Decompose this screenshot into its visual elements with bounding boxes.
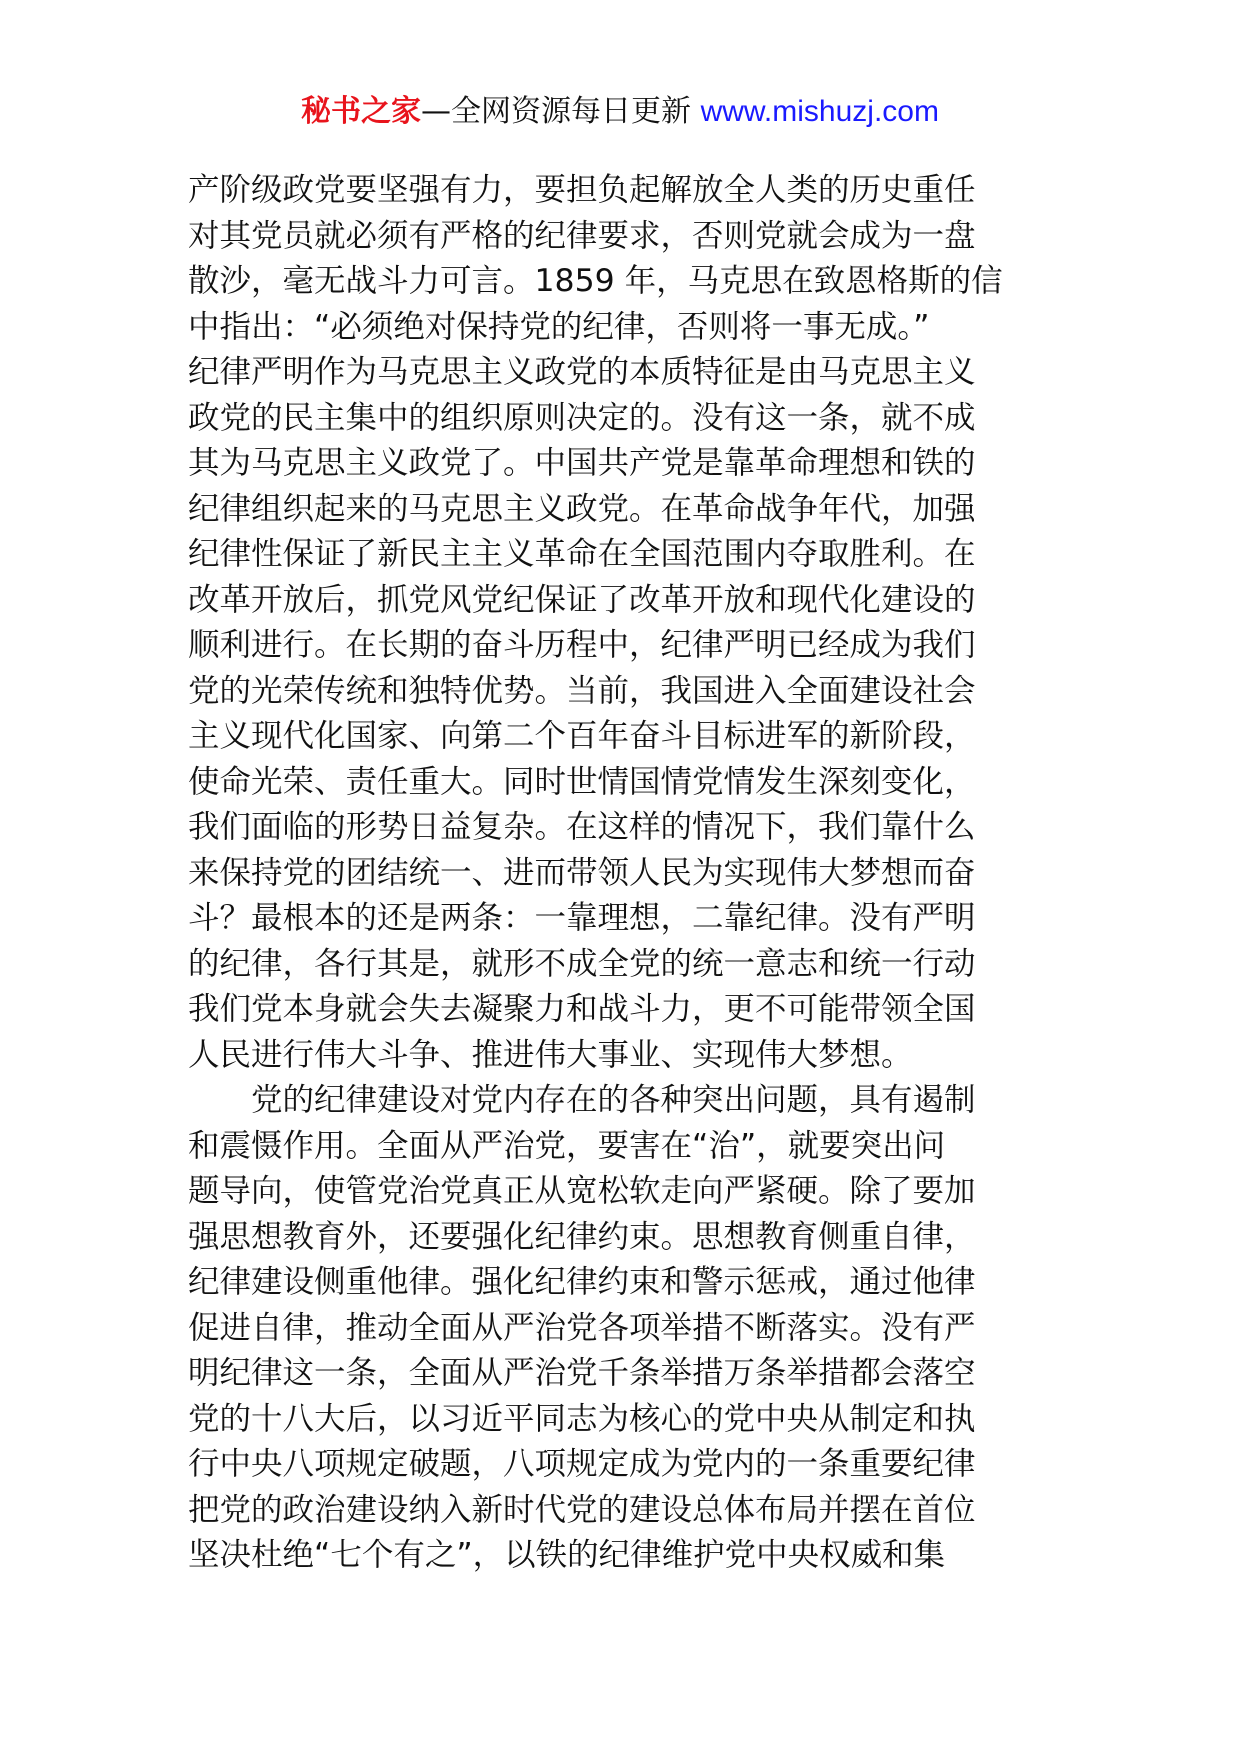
text-line: 纪律性保证了新民主主义革命在全国范围内夺取胜利。在 <box>188 536 976 572</box>
text-line: 纪律建设侧重他律。强化纪律约束和警示惩戒，通过他律 <box>188 1264 976 1300</box>
text-line: 主义现代化国家、向第二个百年奋斗目标进军的新阶段， <box>188 718 976 754</box>
text-line: 行中央八项规定破题，八项规定成为党内的一条重要纪律 <box>188 1446 976 1482</box>
text-line: 产阶级政党要坚强有力，要担负起解放全人类的历史重任 <box>188 172 976 208</box>
text-line: 题导向，使管党治党真正从宽松软走向严紧硬。除了要加 <box>188 1173 976 1209</box>
text-line: 来保持党的团结统一、进而带领人民为实现伟大梦想而奋 <box>188 854 976 891</box>
text-line: 明纪律这一条，全面从严治党千条举措万条举措都会落空 <box>188 1355 976 1391</box>
text-line: 顺利进行。在长期的奋斗历程中，纪律严明已经成为我们 <box>188 627 976 663</box>
text-line: 人民进行伟大斗争、推进伟大事业、实现伟大梦想。 <box>188 1036 913 1073</box>
site-brand: 秘书之家 <box>301 94 422 129</box>
text-line: 我们党本身就会失去凝聚力和战斗力，更不可能带领全国 <box>188 991 976 1027</box>
site-url-link[interactable]: www.mishuzj.com <box>700 95 939 128</box>
text-line: 党的光荣传统和独特优势。当前，我国进入全面建设社会 <box>188 672 976 709</box>
page-header <box>0 92 1240 132</box>
text-line: 我们面临的形势日益复杂。在这样的情况下，我们靠什么 <box>188 809 976 845</box>
site-tagline: —全网资源每日更新 <box>421 94 692 129</box>
text-line: 改革开放后，抓党风党纪保证了改革开放和现代化建设的 <box>188 581 976 618</box>
document-body <box>188 168 1060 1579</box>
text-line: 党的纪律建设对党内存在的各种突出问题，具有遏制 <box>188 1082 976 1118</box>
text-line: 散沙，毫无战斗力可言。1859 年，马克思在致恩格斯的信 <box>188 263 1003 299</box>
text-line: 党的十八大后，以习近平同志为核心的党中央从制定和执 <box>188 1400 976 1437</box>
text-line: 强思想教育外，还要强化纪律约束。思想教育侧重自律， <box>188 1218 976 1255</box>
text-line: 使命光荣、责任重大。同时世情国情党情发生深刻变化， <box>188 763 976 800</box>
text-line: 把党的政治建设纳入新时代党的建设总体布局并摆在首位 <box>188 1491 976 1528</box>
text-line: 中指出：“必须绝对保持党的纪律，否则将一事无成。” <box>188 308 930 345</box>
text-line: 对其党员就必须有严格的纪律要求，否则党就会成为一盘 <box>188 217 976 254</box>
text-line: 坚决杜绝“七个有之”，以铁的纪律维护党中央权威和集 <box>188 1537 946 1573</box>
text-line: 纪律组织起来的马克思主义政党。在革命战争年代，加强 <box>188 490 976 527</box>
text-line: 其为马克思主义政党了。中国共产党是靠革命理想和铁的 <box>188 445 976 481</box>
text-line: 纪律严明作为马克思主义政党的本质特征是由马克思主义 <box>188 354 976 390</box>
text-line: 政党的民主集中的组织原则决定的。没有这一条，就不成 <box>188 399 976 436</box>
text-line: 促进自律，推动全面从严治党各项举措不断落实。没有严 <box>188 1309 976 1346</box>
text-line: 的纪律，各行其是，就形不成全党的统一意志和统一行动 <box>188 945 976 982</box>
text-line: 斗？最根本的还是两条：一靠理想，二靠纪律。没有严明 <box>188 900 976 936</box>
text-line: 和震慑作用。全面从严治党，要害在“治”，就要突出问 <box>188 1127 946 1164</box>
